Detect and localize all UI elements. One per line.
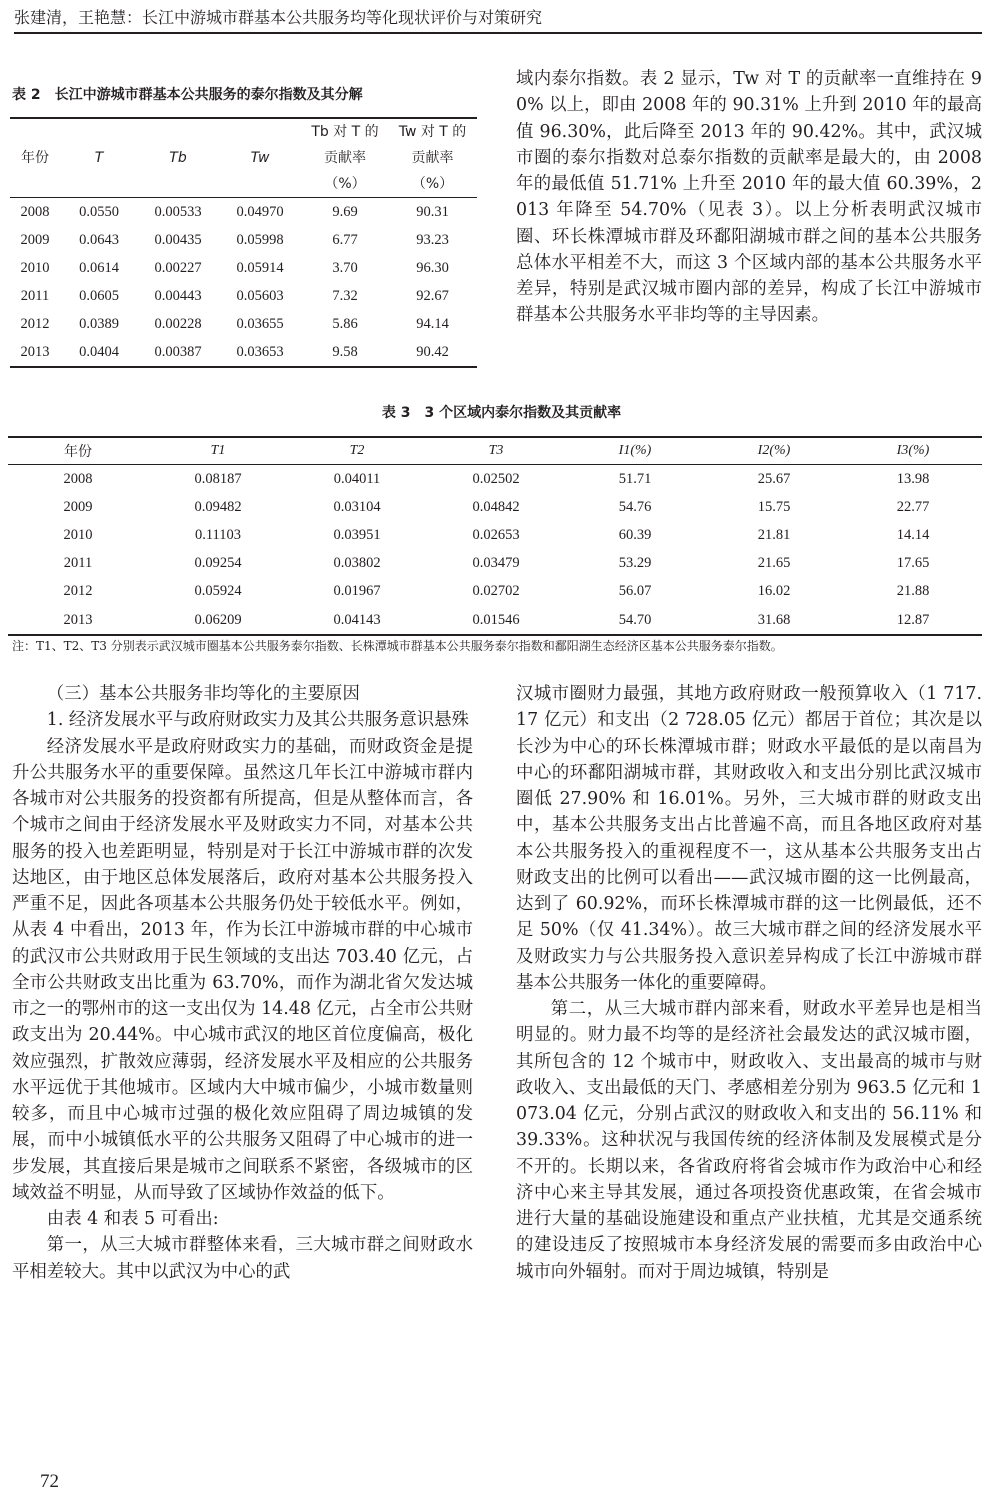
- section-heading: （三）基本公共服务非均等化的主要原因: [46, 684, 360, 704]
- table2-caption: 表 2 长江中游城市群基本公共服务的泰尔指数及其分解: [12, 87, 363, 103]
- table2-header-row-2: [10, 145, 477, 171]
- table-row: 2013 0.06209 0.04143 0.01546 54.70 31.68 12.87: [63, 611, 930, 628]
- paragraph: 第一，从三大城市群整体来看，三大城市群之间财政水平相差较大。其中以武汉为中心的武: [12, 1235, 473, 1282]
- page-number: 72: [40, 1471, 59, 1492]
- table2-header-cell: （%）: [302, 171, 388, 198]
- table3-note: 注：T1、T2、T3 分别表示武汉城市圈基本公共服务泰尔指数、长株潭城市群基本公共服务泰尔指数和鄱阳湖生态经济区基本公共服务泰尔指数。: [12, 639, 783, 653]
- table2-header-cell: T: [94, 150, 104, 166]
- table2-header-cell: Tb 对 T 的: [311, 124, 379, 140]
- table-row: 2012 0.05924 0.01967 0.02702 56.07 16.02 21.88: [63, 583, 930, 600]
- paragraph: 由表 4 和表 5 可看出:: [46, 1209, 219, 1229]
- paragraph: 汉城市圈财力最强，其地方政府财政一般预算收入（1 717.17 亿元）和支出（2 728.05 亿元）都居于首位；其次是以长沙为中心的环长株潭城市群；财政水平最低的是以南昌为中心的环鄱阳湖城市群，其财政收入和支出分别比武汉城市圈低 27.90% 和 16.01%。另外，三大城市群的财政支出中，基本公共服务支出占比普遍不高，而且各地区政府对基本公共服务投入的重视程度不一，这从基本公共服务支出占财政支出的比例可以看出——武汉城市圈的这一比例最高，达到了 60.92%，而环长株潭城市群的这一比例最低，还不足 50%（仅 41.34%）。故三大城市群之间的经济发展水平及财政实力与公共服务投入意识差异构成了长江中游城市群基本公共服务一体化的重要障碍。: [516, 684, 982, 993]
- subsection-heading: 1. 经济发展水平与政府财政实力及其公共服务意识悬殊: [46, 710, 469, 731]
- table2-header-row-1: [10, 118, 477, 145]
- table-row: 2011 0.09254 0.03802 0.03479 53.29 21.65 17.65: [63, 555, 930, 572]
- table-row: 2009 0.09482 0.03104 0.04842 54.76 15.75 22.77: [63, 498, 930, 515]
- table3-header-row: [8, 437, 982, 465]
- table2: [10, 117, 477, 368]
- table3-header-cell: I1(%): [566, 437, 704, 465]
- paragraph: 经济发展水平是政府财政实力的基础，而财政资金是提升公共服务水平的重要保障。虽然这几年长江中游城市群内各城市对公共服务的投资都有所提高，但是从整体而言，各个城市之间由于经济发展水平及财政实力不同，对基本公共服务的投入也差距明显，特别是对于长江中游城市群的次发达地区，由于地区总体发展落后，政府对基本公共服务投入严重不足，因此各项基本公共服务仍处于较低水平。例如，从表 4 中看出，2013 年，作为长江中游城市群的中心城市的武汉市公共财政用于民生领域的支出达 703.40 亿元，占全市公共财政支出比重为 63.70%，而作为湖北省欠发达城市之一的鄂州市的这一支出仅为 14.48 亿元，占全市公共财政支出为 20.44%。中心城市武汉的地区首位度偏高，极化效应强烈，扩散效应薄弱，经济发展水平及相应的公共服务水平远优于其他城市。区域内大中城市偏少，小城市数量则较多，而且中心城市过强的极化效应阻碍了周边城镇的发展，而中小城镇低水平的公共服务又阻碍了中心城市的进一步发展，其直接后果是城市之间联系不紧密，各级城市的区域效益不明显，从而导致了区域协作效益的低下。: [12, 736, 473, 1203]
- table-row: 2009 0.0643 0.00435 0.05998 6.77 93.23: [20, 231, 449, 248]
- body-text-top-right: [516, 66, 982, 329]
- table-row: 2011 0.0605 0.00443 0.05603 7.32 92.67: [20, 287, 449, 304]
- table-row: 2008 0.08187 0.04011 0.02502 51.71 25.67 13.98: [63, 470, 930, 487]
- table2-header-row-3: [10, 171, 477, 198]
- table-row: 2010 0.0614 0.00227 0.05914 3.70 96.30: [20, 259, 449, 276]
- table2-header-cell: 贡献率: [411, 150, 454, 166]
- table3: [8, 436, 982, 636]
- table2-header-cell: （%）: [388, 171, 477, 198]
- table-row: 2008 0.0550 0.00533 0.04970 9.69 90.31: [20, 203, 449, 220]
- table3-header-cell: T3: [426, 437, 566, 465]
- table3-header-cell: T1: [148, 437, 288, 465]
- running-header: 张建清，王艳慧：长江中游城市群基本公共服务均等化现状评价与对策研究: [14, 6, 982, 34]
- table3-header-cell: T2: [288, 437, 426, 465]
- table2-header-cell: Tb: [169, 150, 187, 166]
- body-text-left-column: [12, 681, 473, 1285]
- table2-header-cell: Tw: [250, 150, 270, 166]
- paragraph: 第二，从三大城市群内部来看，财政水平差异也是相当明显的。财力最不均等的是经济社会最发达的武汉城市圈，其所包含的 12 个城市中，财政收入、支出最高的城市与财政收入、支出最低的天门、孝感相差分别为 963.5 亿元和 1 073.04 亿元，分别占武汉的财政收入和支出的 56.11% 和 39.33%。这种状况与我国传统的经济体制及发展模式是分不开的。长期以来，各省政府将省会城市作为政治中心和经济中心来主导其发展，通过各项投资优惠政策，在省会城市进行大量的基础设施建设和重点产业扶植，尤其是交通系统的建设违反了按照城市本身经济发展的需要而多由政治中心城市向外辐射。而对于周边城镇，特别是: [516, 999, 982, 1282]
- table-row: 2010 0.11103 0.03951 0.02653 60.39 21.81 14.14: [63, 526, 930, 543]
- table2-header-cell: Tw 对 T 的: [398, 124, 467, 140]
- table3-header-cell: I2(%): [704, 437, 844, 465]
- table3-header-cell: 年份: [8, 437, 148, 465]
- table3-caption: 表 3 3 个区域内泰尔指数及其贡献率: [381, 405, 622, 421]
- body-text-right-column: [516, 681, 982, 1285]
- table-row: 2013 0.0404 0.00387 0.03653 9.58 90.42: [20, 343, 449, 360]
- table2-header-cell: 贡献率: [324, 150, 366, 166]
- paragraph: 域内泰尔指数。表 2 显示，Tw 对 T 的贡献率一直维持在 90% 以上，即由 2008 年的 90.31% 上升到 2010 年的最高值 96.30%，此后降至 2013 年的 90.42%。其中，武汉城市圈的泰尔指数对总泰尔指数的贡献率是最大的，由 2008 年的最低值 51.71% 上升至 2010 年的最大值 60.39%，2013 年降至 54.70%（见表 3）。以上分析表明武汉城市圈、环长株潭城市群及环鄱阳湖城市群之间的基本公共服务总体水平相差不大，而这 3 个区域内部的基本公共服务水平差异，特别是武汉城市圈内部的差异，构成了长江中游城市群基本公共服务水平非均等的主导因素。: [516, 69, 982, 326]
- table-row: 2012 0.0389 0.00228 0.03655 5.86 94.14: [20, 315, 449, 332]
- table2-header-cell: 年份: [21, 150, 49, 166]
- table3-header-cell: I3(%): [844, 437, 982, 465]
